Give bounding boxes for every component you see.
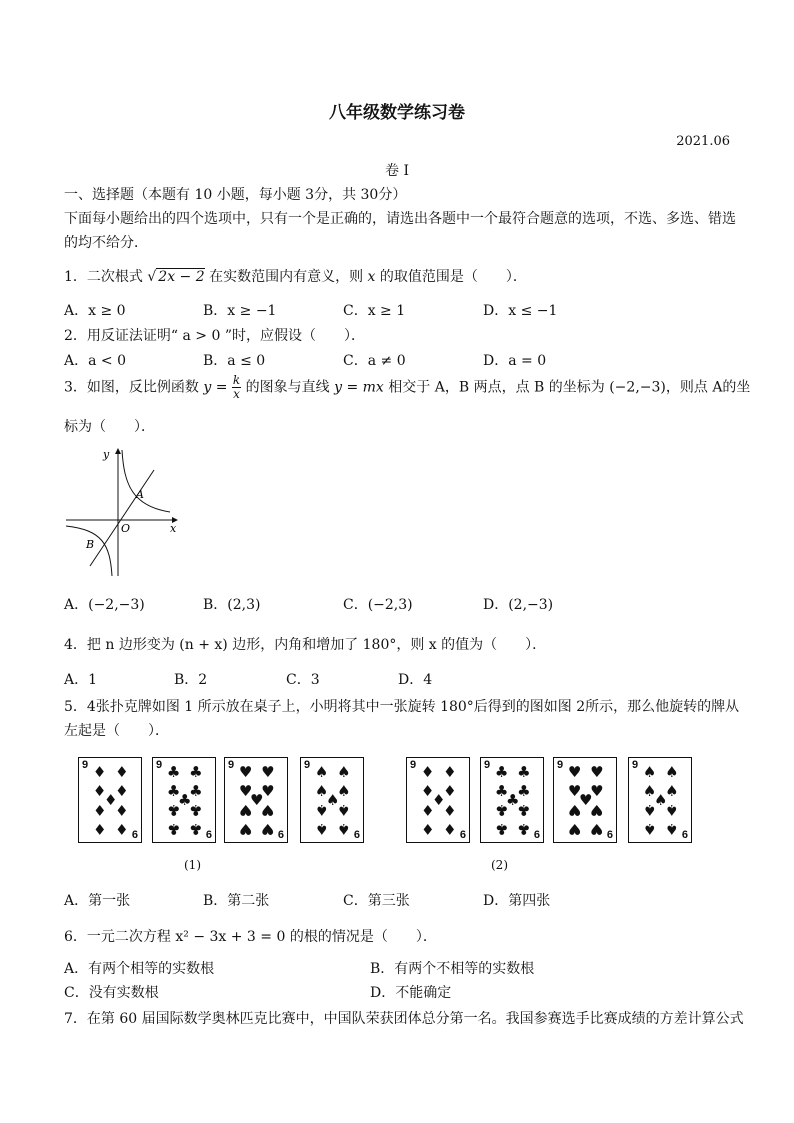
q5-option-a[interactable]: A．第一张 [64, 893, 131, 909]
playing-card-diamond-fig2 [406, 757, 470, 843]
q3-suffix: 相交于 A，B 两点，点 B 的坐标为 (−2,−3)，则点 A的坐 [388, 379, 751, 396]
question-3-line-2: 标为（ ）． [64, 419, 155, 435]
q2-option-c[interactable]: C．a ≠ 0 [343, 353, 406, 369]
page-title: 八年级数学练习卷 [329, 103, 465, 123]
spade-pip: ♠ [314, 819, 329, 838]
q3-label-x: x [170, 522, 177, 535]
heart-pip: ♥ [238, 819, 253, 838]
spade-pip: ♠ [314, 801, 329, 820]
q3-label-o: O [121, 522, 131, 535]
heart-pip: ♥ [590, 781, 604, 800]
card-rank-inverted: 6 [353, 829, 360, 841]
heart-pip: ♥ [567, 801, 582, 820]
q5-caption-1: (1) [184, 858, 201, 872]
q1-option-b[interactable]: B．x ≥ −1 [203, 303, 277, 319]
q3-hyperbola-branch-2 [66, 526, 112, 576]
q1-option-c[interactable]: C．x ≥ 1 [343, 303, 406, 319]
heart-pip: ♥ [590, 801, 604, 820]
question-6: 6．一元二次方程 x² − 3x + 3 = 0 的根的情况是（ ）． [64, 929, 437, 945]
heart-pip: ♥ [261, 819, 275, 838]
q3-option-b[interactable]: B．(2,3) [203, 597, 261, 613]
question-2: 2．用反证法证明“ a > 0 ”时，应假设（ ）． [64, 328, 366, 344]
spade-pip: ♠ [654, 790, 668, 809]
spade-pip: ♠ [665, 763, 679, 782]
diamond-pip: ♦ [115, 781, 129, 800]
diamond-pip: ♦ [420, 801, 435, 820]
heart-pip: ♥ [238, 801, 253, 820]
card-rank: 9 [557, 759, 564, 771]
diamond-pip: ♦ [115, 801, 129, 820]
diamond-pip: ♦ [115, 819, 129, 838]
exam-date: 2021.06 [676, 134, 730, 149]
spade-pip: ♠ [642, 781, 657, 800]
question-4: 4．把 n 边形变为 (n + x) 边形，内角和增加了 180°，则 x 的值为（ ）． [64, 637, 547, 653]
spade-pip: ♠ [337, 781, 351, 800]
playing-card-spade-fig2 [628, 757, 692, 843]
diamond-pip: ♦ [420, 781, 435, 800]
diamond-pip: ♦ [420, 819, 435, 838]
card-rank: 9 [632, 759, 639, 771]
club-pip: ♣ [178, 790, 192, 809]
q5-option-d[interactable]: D．第四张 [483, 893, 551, 909]
card-rank-inverted: 6 [533, 829, 540, 841]
club-pip: ♣ [166, 819, 181, 838]
q5-option-c[interactable]: C．第三张 [343, 893, 410, 909]
q5-caption-2: (2) [491, 858, 508, 872]
spade-pip: ♠ [642, 763, 657, 782]
club-pip: ♣ [494, 763, 509, 782]
heart-pip: ♥ [238, 763, 253, 782]
q3-option-c[interactable]: C．(−2,3) [343, 597, 413, 613]
club-pip: ♣ [189, 781, 203, 800]
spade-pip: ♠ [665, 819, 679, 838]
playing-card-heart-fig1 [224, 757, 288, 843]
club-pip: ♣ [166, 781, 181, 800]
spade-pip: ♠ [326, 790, 340, 809]
heart-pip: ♥ [261, 763, 275, 782]
playing-card-spade-fig1 [300, 757, 364, 843]
q1-sqrt-sign: √ [147, 269, 157, 285]
q5-option-b[interactable]: B．第二张 [203, 893, 270, 909]
card-rank-inverted: 6 [131, 829, 138, 841]
q3-straight-line [90, 470, 154, 566]
diamond-pip: ♦ [432, 790, 446, 809]
q1-var: x [367, 269, 376, 285]
question-5-line-2: 左起是（ ）． [64, 723, 169, 739]
club-pip: ♣ [189, 763, 203, 782]
part-heading: 一、选择题（本题有 10 小题，每小题 3分，共 30分） [64, 187, 407, 203]
q1-option-d[interactable]: D．x ≤ −1 [483, 303, 558, 319]
card-rank: 9 [156, 759, 163, 771]
club-pip: ♣ [517, 801, 531, 820]
club-pip: ♣ [517, 763, 531, 782]
club-pip: ♣ [494, 801, 509, 820]
q6-option-a[interactable]: A．有两个相等的实数根 [64, 961, 215, 977]
q3-label-y: y [103, 448, 110, 461]
q6-option-d[interactable]: D．不能确定 [370, 985, 452, 1001]
q1-option-a[interactable]: A．x ≥ 0 [64, 303, 126, 319]
diamond-pip: ♦ [443, 763, 457, 782]
q3-option-d[interactable]: D．(2,−3) [483, 597, 554, 613]
q3-hyperbola-branch-1 [122, 450, 170, 512]
card-rank: 9 [82, 759, 89, 771]
club-pip: ♣ [517, 781, 531, 800]
spade-pip: ♠ [314, 781, 329, 800]
q3-frac-den: x [233, 387, 240, 401]
diamond-pip: ♦ [92, 763, 107, 782]
club-pip: ♣ [517, 819, 531, 838]
heart-pip: ♥ [590, 763, 604, 782]
q1-suffix-b: 的取值范围是（ ）． [379, 269, 527, 285]
card-rank-inverted: 6 [459, 829, 466, 841]
card-rank: 9 [410, 759, 417, 771]
card-rank-inverted: 6 [606, 829, 613, 841]
section-label: 卷 I [385, 163, 409, 179]
heart-pip: ♥ [567, 763, 582, 782]
playing-card-club-fig1 [152, 757, 216, 843]
heart-pip: ♥ [250, 790, 264, 809]
question-7: 7．在第 60 届国际数学奥林匹克比赛中，中国队荣获团体总分第一名。我国参赛选手比赛成绩的方差计算公式 [64, 1011, 744, 1027]
q4-option-a[interactable]: A．1 [64, 672, 98, 688]
instruction-line-2: 的均不给分． [64, 235, 148, 251]
q1-radicand: 2x − 2 [158, 269, 205, 285]
diamond-pip: ♦ [115, 763, 129, 782]
q3-middle: 的图象与直线 [245, 379, 330, 396]
club-pip: ♣ [166, 763, 181, 782]
diamond-pip: ♦ [443, 819, 457, 838]
q2-option-d[interactable]: D．a = 0 [483, 353, 547, 369]
card-rank-inverted: 6 [681, 829, 688, 841]
q3-graph [62, 444, 186, 580]
q3-option-a[interactable]: A．(−2,−3) [64, 597, 145, 613]
q2-option-a[interactable]: A．a < 0 [64, 353, 126, 369]
spade-pip: ♠ [642, 819, 657, 838]
heart-pip: ♥ [238, 781, 253, 800]
spade-pip: ♠ [337, 801, 351, 820]
question-5-line-1: 5．4张扑克牌如图 1 所示放在桌子上，小明将其中一张旋转 180°后得到的图如图 2所示，那么他旋转的牌从 [64, 699, 740, 715]
card-rank-inverted: 6 [205, 829, 212, 841]
question-3 [64, 374, 750, 401]
diamond-pip: ♦ [104, 790, 118, 809]
q3-y-arrow [115, 448, 121, 454]
diamond-pip: ♦ [420, 763, 435, 782]
question-1 [64, 266, 527, 286]
playing-card-diamond-fig1 [78, 757, 142, 843]
card-rank: 9 [484, 759, 491, 771]
heart-pip: ♥ [567, 819, 582, 838]
q3-y-eq: y = [203, 379, 228, 396]
club-pip: ♣ [494, 781, 509, 800]
q3-label-a: A [136, 488, 144, 501]
spade-pip: ♠ [665, 801, 679, 820]
q1-prefix: 1．二次根式 [64, 269, 143, 285]
spade-pip: ♠ [642, 801, 657, 820]
q4-option-d[interactable]: D．4 [398, 672, 433, 688]
spade-pip: ♠ [337, 819, 351, 838]
spade-pip: ♠ [337, 763, 351, 782]
diamond-pip: ♦ [443, 781, 457, 800]
q3-prefix: 3．如图，反比例函数 [64, 379, 199, 396]
heart-pip: ♥ [579, 790, 593, 809]
club-pip: ♣ [189, 819, 203, 838]
diamond-pip: ♦ [443, 801, 457, 820]
heart-pip: ♥ [590, 819, 604, 838]
diamond-pip: ♦ [92, 801, 107, 820]
card-rank-inverted: 6 [277, 829, 284, 841]
card-rank: 9 [228, 759, 235, 771]
heart-pip: ♥ [261, 781, 275, 800]
spade-pip: ♠ [665, 781, 679, 800]
q3-label-b: B [86, 538, 95, 551]
q3-frac-num: k [232, 373, 241, 387]
diamond-pip: ♦ [92, 781, 107, 800]
q6-option-c[interactable]: C．没有实数根 [64, 985, 159, 1001]
playing-card-heart-fig2 [553, 757, 617, 843]
heart-pip: ♥ [567, 781, 582, 800]
q2-option-b[interactable]: B．a ≤ 0 [203, 353, 266, 369]
club-pip: ♣ [189, 801, 203, 820]
playing-card-club-fig2 [480, 757, 544, 843]
club-pip: ♣ [506, 790, 520, 809]
club-pip: ♣ [166, 801, 181, 820]
card-rank: 9 [304, 759, 311, 771]
heart-pip: ♥ [261, 801, 275, 820]
q4-option-b[interactable]: B．2 [174, 672, 208, 688]
q3-fraction [232, 374, 241, 401]
club-pip: ♣ [494, 819, 509, 838]
q6-option-b[interactable]: B．有两个不相等的实数根 [370, 961, 535, 977]
q3-line-eq: y = mx [334, 379, 384, 396]
q1-suffix-a: 在实数范围内有意义，则 [209, 269, 364, 285]
spade-pip: ♠ [314, 763, 329, 782]
instruction-line-1: 下面每小题给出的四个选项中，只有一个是正确的，请选出各题中一个最符合题意的选项，不选、多选、错选 [64, 211, 736, 227]
q4-option-c[interactable]: C．3 [286, 672, 320, 688]
diamond-pip: ♦ [92, 819, 107, 838]
